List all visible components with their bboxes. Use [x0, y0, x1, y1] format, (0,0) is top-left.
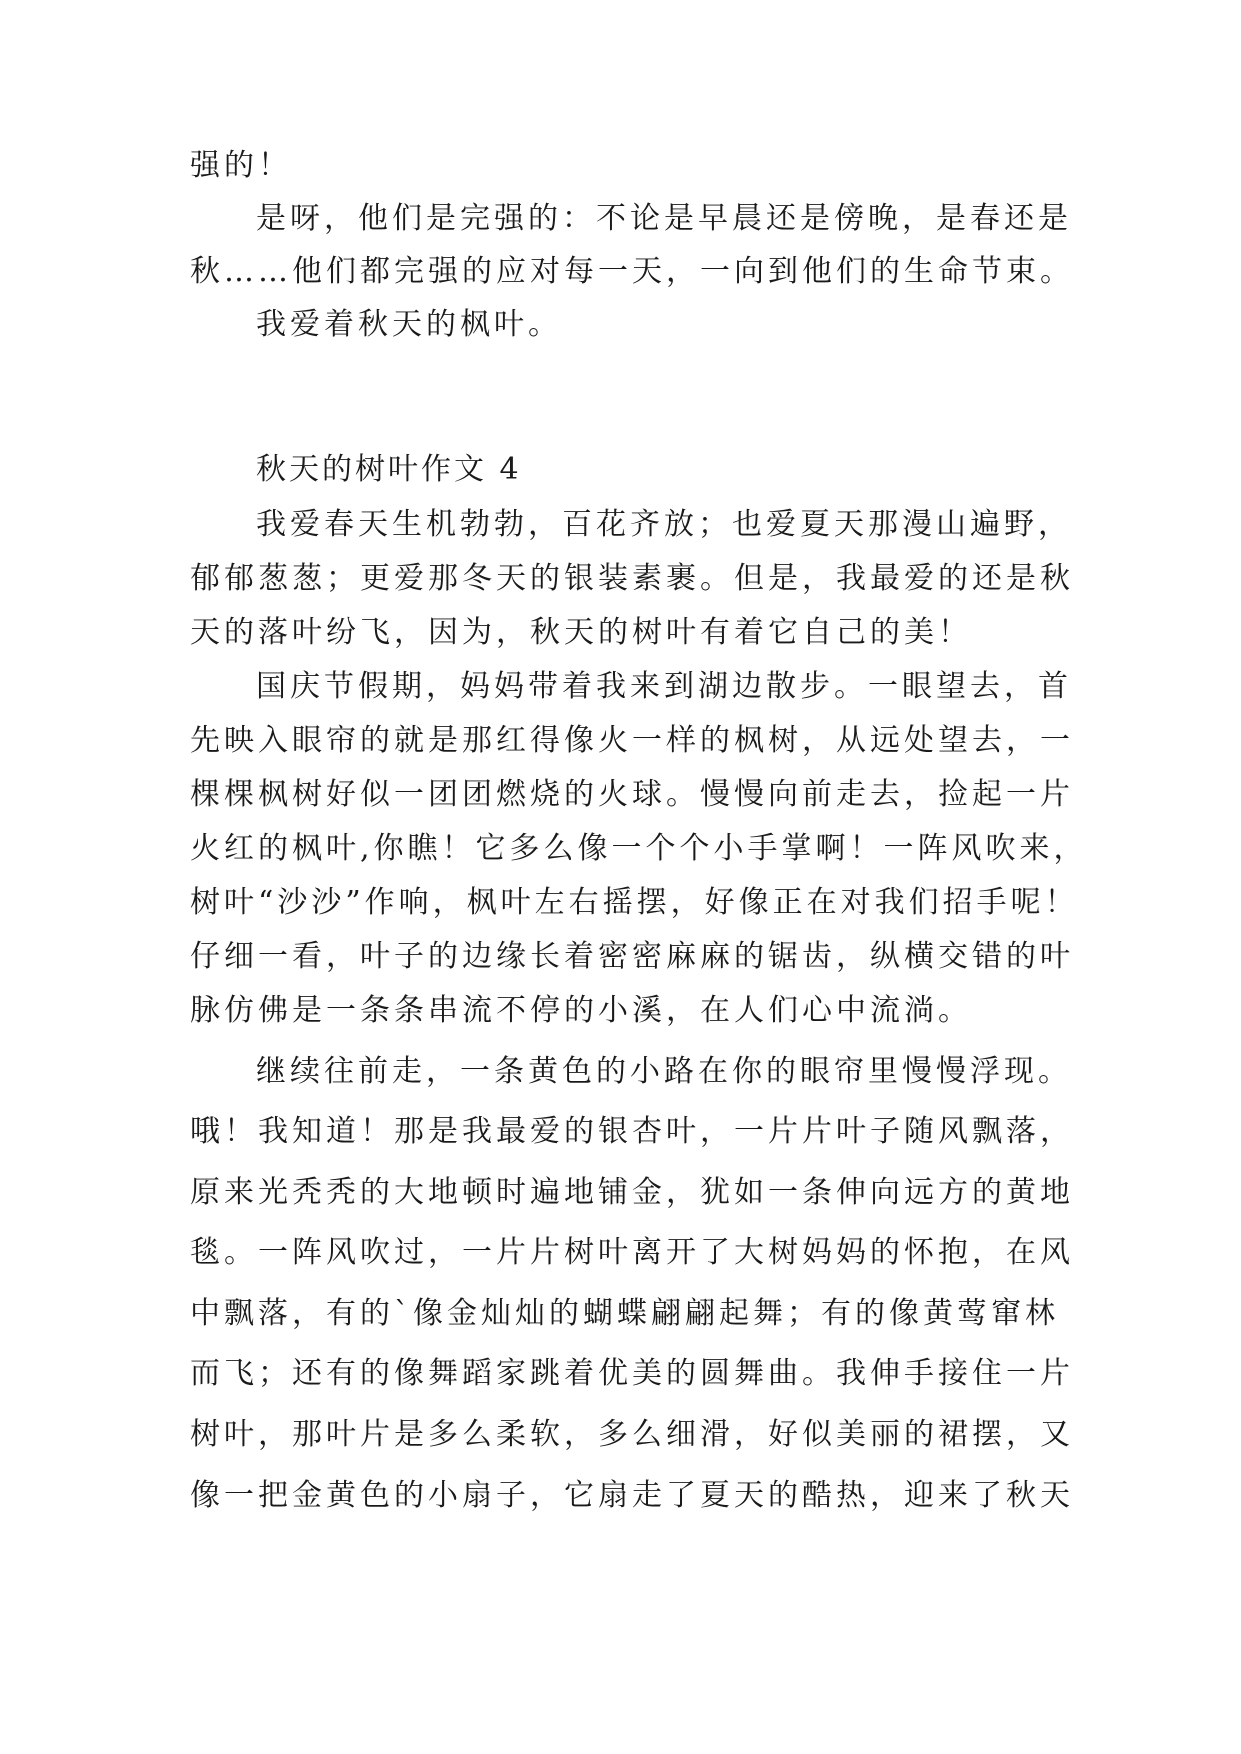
text-line: 像一把金黄色的小扇子，它扇走了夏天的酷热，迎来了秋天	[190, 1478, 1074, 1513]
text-line: 仔细一看，叶子的边缘长着密密麻麻的锯齿，纵横交错的叶	[190, 939, 1074, 974]
text-line: 树叶，那叶片是多么柔软，多么细滑，好似美丽的裙摆，又	[190, 1417, 1074, 1452]
text-line: 棵棵枫树好似一团团燃烧的火球。慢慢向前走去，捡起一片	[190, 777, 1074, 812]
text-line: 先映入眼帘的就是那红得像火一样的枫树，从远处望去，一	[190, 723, 1074, 758]
text-line: 天的落叶纷飞，因为，秋天的树叶有着它自己的美！	[190, 615, 972, 650]
text-line: 树叶“沙沙”作响，枫叶左右摇摆，好像正在对我们招手呢！	[190, 885, 1079, 920]
text-line: 我爱春天生机勃勃，百花齐放；也爱夏天那漫山遍野，	[256, 507, 1072, 542]
text-line: 郁郁葱葱；更爱那冬天的银装素裹。但是，我最爱的还是秋	[190, 561, 1074, 596]
text-line: 国庆节假期，妈妈带着我来到湖边散步。一眼望去，首	[256, 669, 1072, 704]
section-heading: 秋天的树叶作文 4	[256, 452, 522, 487]
text-line: 是呀，他们是完强的：不论是早晨还是傍晚，是春还是	[256, 201, 1072, 236]
text-line: 而飞；还有的像舞蹈家跳着优美的圆舞曲。我伸手接住一片	[190, 1356, 1074, 1391]
text-line: 火红的枫叶,你瞧！它多么像一个个小手掌啊！一阵风吹来，	[190, 831, 1088, 866]
text-line: 哦！我知道！那是我最爱的银杏叶，一片片叶子随风飘落，	[190, 1114, 1074, 1149]
text-line: 强的！	[190, 148, 292, 183]
text-line: 我爱着秋天的枫叶。	[256, 307, 562, 342]
text-line: 毯。一阵风吹过，一片片树叶离开了大树妈妈的怀抱，在风	[190, 1235, 1074, 1270]
text-line: 中飘落，有的`像金灿灿的蝴蝶翩翩起舞；有的像黄莺窜林	[190, 1296, 1059, 1331]
text-line: 继续往前走，一条黄色的小路在你的眼帘里慢慢浮现。	[256, 1054, 1072, 1089]
text-line: 秋……他们都完强的应对每一天，一向到他们的生命节束。	[190, 254, 1074, 289]
text-line: 原来光秃秃的大地顿时遍地铺金，犹如一条伸向远方的黄地	[190, 1175, 1074, 1210]
text-line: 脉仿佛是一条条串流不停的小溪，在人们心中流淌。	[190, 993, 972, 1028]
